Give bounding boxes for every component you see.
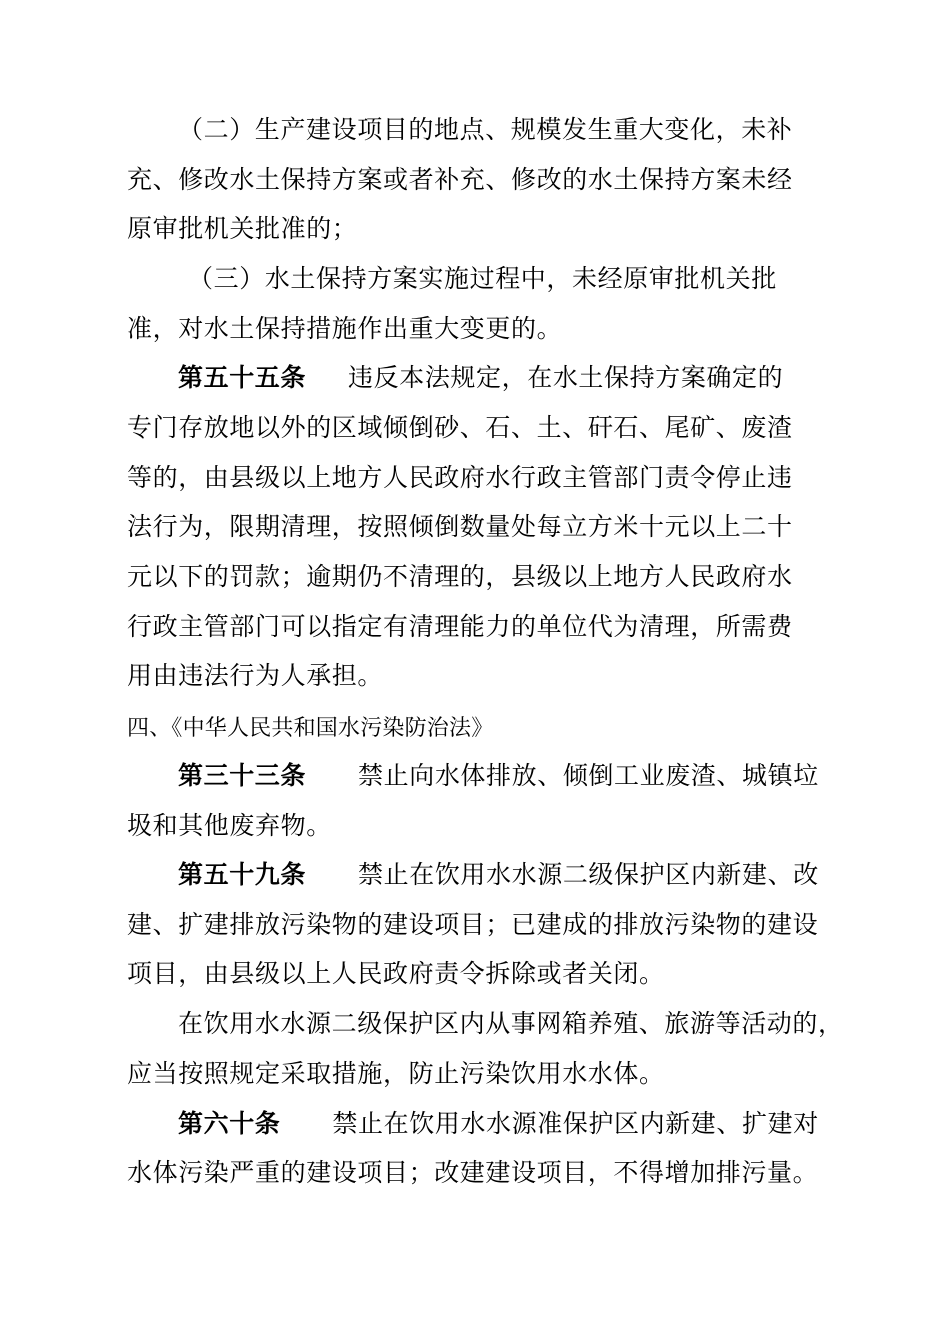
paragraph-line: 应当按照规定采取措施，防止污染饮用水水体。 <box>127 1059 665 1088</box>
article-text: 违反本法规定，在水土保持方案确定的 <box>348 363 784 392</box>
article-line <box>178 362 783 394</box>
paragraph-line: 用由违法行为人承担。 <box>127 661 384 690</box>
section-heading: 四、《中华人民共和国水污染防治法》 <box>127 716 494 741</box>
paragraph-line: 专门存放地以外的区域倾倒砂、石、土、矸石、尾矿、废渣 <box>127 413 793 442</box>
paragraph-line: 在饮用水水源二级保护区内从事网箱养殖、旅游等活动的， <box>178 1009 844 1038</box>
article-text: 禁止在饮用水水源准保护区内新建、扩建对 <box>332 1109 819 1138</box>
paragraph-line: 原审批机关批准的； <box>127 214 358 243</box>
paragraph-line: 充、修改水土保持方案或者补充、修改的水土保持方案未经 <box>127 165 793 194</box>
paragraph-line: （三）水土保持方案实施过程中，未经原审批机关批 <box>188 264 777 293</box>
article-line <box>178 859 819 891</box>
paragraph-line: 法行为，限期清理，按照倾倒数量处每立方米十元以上二十 <box>127 512 793 541</box>
article-number: 第五十五条 <box>178 363 307 392</box>
article-number: 第三十三条 <box>178 761 307 790</box>
article-line <box>178 1108 819 1140</box>
paragraph-line: 项目，由县级以上人民政府责令拆除或者关闭。 <box>127 959 665 988</box>
paragraph-line: 准，对水土保持措施作出重大变更的。 <box>127 314 563 343</box>
paragraph-line: 元以下的罚款；逾期仍不清理的，县级以上地方人民政府水 <box>127 562 793 591</box>
article-number: 第六十条 <box>178 1109 281 1138</box>
paragraph-line: 行政主管部门可以指定有清理能力的单位代为清理，所需费 <box>127 612 793 641</box>
article-number: 第五十九条 <box>178 860 307 889</box>
article-text: 禁止向水体排放、倾倒工业废渣、城镇垃 <box>358 761 819 790</box>
article-text: 禁止在饮用水水源二级保护区内新建、改 <box>358 860 819 889</box>
article-line <box>178 760 819 792</box>
paragraph-line: 水体污染严重的建设项目；改建建设项目，不得增加排污量。 <box>127 1158 819 1187</box>
paragraph-line: 圾和其他废弃物。 <box>127 811 332 840</box>
paragraph-line: 等的，由县级以上地方人民政府水行政主管部门责令停止违 <box>127 463 793 492</box>
paragraph-line: （二）生产建设项目的地点、规模发生重大变化，未补 <box>178 115 793 144</box>
paragraph-line: 建、扩建排放污染物的建设项目；已建成的排放污染物的建设 <box>127 910 819 939</box>
